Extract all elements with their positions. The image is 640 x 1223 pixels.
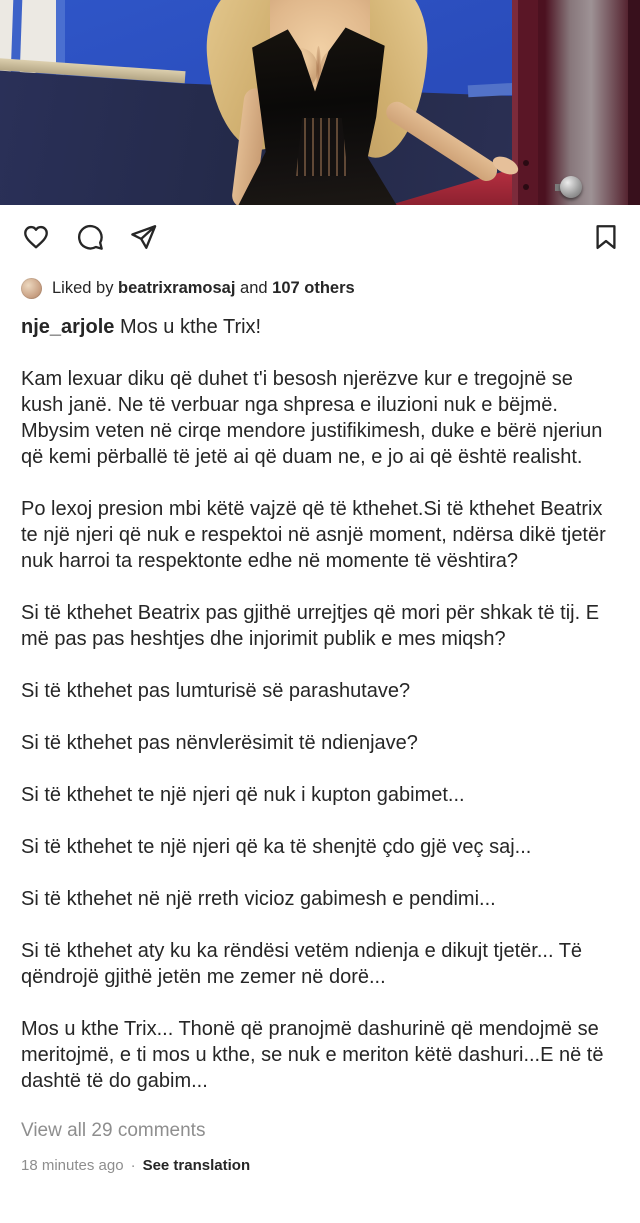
photo-door-knob <box>560 176 582 198</box>
caption-paragraph: Si të kthehet Beatrix pas gjithë urrejtjes që mori për shkak të tij. E më pas pas heshtjes dhe injorimit publik e mes miqsh? <box>21 602 600 650</box>
photo-door-keyhole <box>523 160 529 166</box>
caption-username[interactable]: nje_arjole <box>21 316 115 338</box>
liked-by-middle: and <box>235 279 273 297</box>
view-all-comments-link[interactable]: View all 29 comments <box>21 1120 206 1141</box>
caption <box>21 314 619 1094</box>
liked-by-row[interactable] <box>21 278 619 299</box>
bookmark-icon[interactable] <box>592 223 620 251</box>
meta-separator: · <box>130 1157 136 1174</box>
photo-person-corset-panel <box>296 118 348 176</box>
caption-paragraph: Si të kthehet aty ku ka rëndësi vetëm ndienja e dikujt tjetër... Të qëndrojë gjithë jetën me zemer në dorë... <box>21 940 583 988</box>
liked-by-user[interactable]: beatrixramosaj <box>118 279 236 297</box>
see-translation-link[interactable]: See translation <box>142 1157 251 1174</box>
caption-paragraph: Si të kthehet pas nënvlerësimit të ndienjave? <box>21 732 418 754</box>
photo-door-keyhole <box>523 184 529 190</box>
post-image[interactable] <box>0 0 640 205</box>
caption-paragraph: Si të kthehet te një njeri që ka të shenjtë çdo gjë veç saj... <box>21 836 532 858</box>
post-meta-row <box>21 1157 619 1174</box>
share-icon[interactable] <box>130 223 158 251</box>
photo-skirting <box>468 83 519 98</box>
caption-title-text: Mos u kthe Trix! <box>119 316 262 338</box>
caption-paragraph: Kam lexuar diku që duhet t'i besosh njerëzve kur e tregojnë se kush janë. Ne të verbuar nga shpresa e iluzioni nuk e bëjmë. Mbysim veten në cirqe mendore justifikimesh, duke e bërë njeriun që kemi përballë të jetë ai që duam ne, e jo ai që është realisht. <box>21 368 603 468</box>
liker-avatar[interactable] <box>21 278 42 299</box>
caption-first-line <box>21 314 619 340</box>
liked-by-text <box>52 279 355 298</box>
caption-paragraph: Po lexoj presion mbi këtë vajzë që të kthehet.Si të kthehet Beatrix te një njeri që nuk e respektoi në asnjë moment, ndërsa dikë tjetër nuk harroi ta respektonte edhe në momente të vështira? <box>21 498 606 572</box>
liked-by-prefix: Liked by <box>52 279 119 297</box>
heart-icon[interactable] <box>22 223 50 251</box>
comment-icon[interactable] <box>76 223 104 251</box>
liked-by-count[interactable]: 107 others <box>272 279 355 297</box>
caption-paragraph: Mos u kthe Trix... Thonë që pranojmë dashurinë që mendojmë se meritojmë, e ti mos u kthe, se nuk e meriton këtë dashuri...E në të dashtë të do gabim... <box>21 1018 604 1092</box>
photo-door-plate <box>545 0 629 205</box>
caption-paragraph: Si të kthehet pas lumturisë së parashutave? <box>21 680 411 702</box>
photo-door-edge <box>628 0 640 205</box>
caption-paragraph: Si të kthehet te një njeri që nuk i kupton gabimet... <box>21 784 465 806</box>
timestamp: 18 minutes ago <box>21 1157 124 1174</box>
caption-paragraph: Si të kthehet në një rreth vicioz gabimesh e pendimi... <box>21 888 496 910</box>
action-bar <box>0 205 640 252</box>
